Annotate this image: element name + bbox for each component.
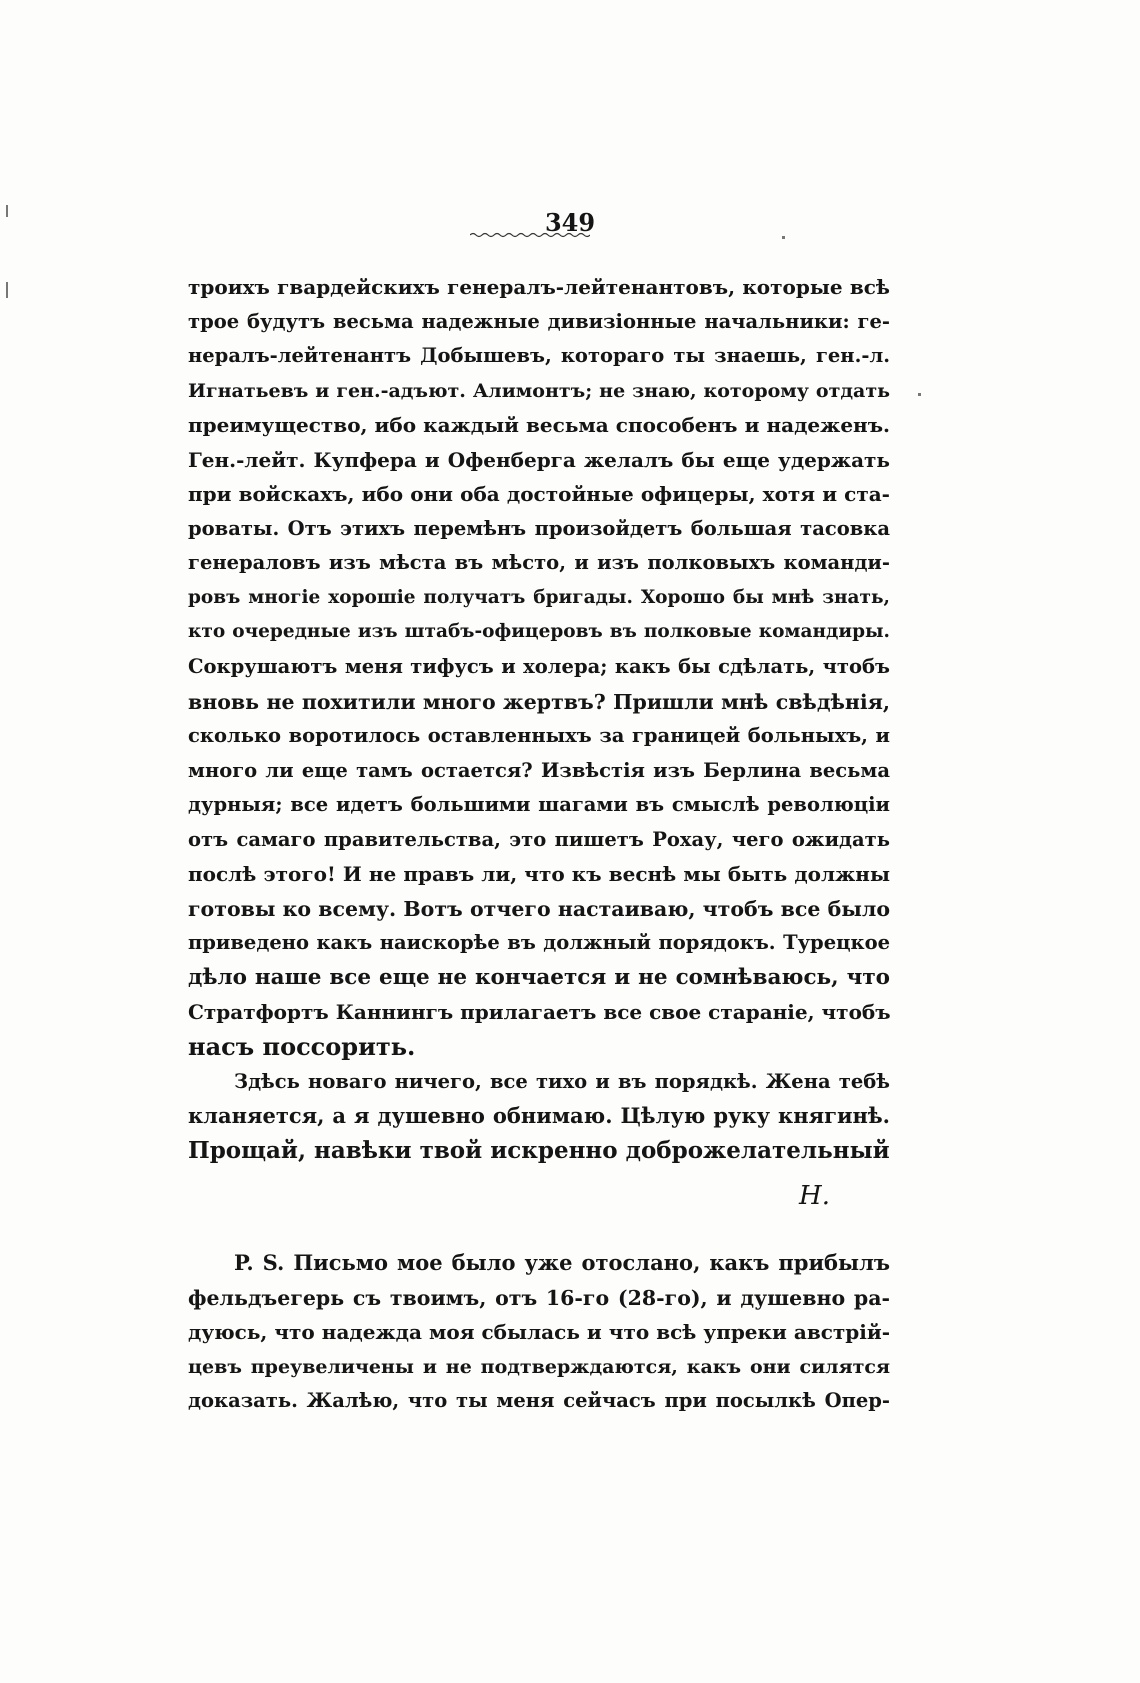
text-line: доказать. Жалѣю, что ты меня сейчасъ при посылкѣ Опер- (188, 1389, 890, 1413)
scan-margin-mark (918, 393, 921, 396)
text-line: вновь не похитили много жертвъ? Пришли мнѣ свѣдѣнiя, (188, 689, 890, 714)
scan-margin-mark (6, 282, 8, 298)
text-line: дурныя; все идетъ большими шагами въ смыслѣ революцiи (188, 793, 890, 817)
text-line: сколько воротилось оставленныхъ за границей больныхъ, и (188, 724, 890, 748)
scan-margin-mark (6, 205, 8, 217)
text-line: отъ самаго правительства, это пишетъ Рохау, чего ожидать (188, 827, 890, 851)
text-line: троихъ гвардейскихъ генералъ-лейтенантовъ, которые всѣ (188, 275, 890, 299)
text-line: при войскахъ, ибо они оба достойные офицеры, хотя и ста- (188, 482, 890, 507)
text-line: приведено какъ наискорѣе въ должный порядокъ. Турецкое (188, 931, 890, 955)
text-line: кланяется, а я душевно обнимаю. Цѣлую руку княгинѣ. (188, 1103, 890, 1129)
text-line: послѣ этого! И не правъ ли, что къ веснѣ мы быть должны (188, 862, 890, 887)
text-line: ровъ многiе хорошiе получатъ бригады. Хорошо бы мнѣ знать, (188, 586, 890, 608)
text-line: P. S. Письмо мое было уже отослано, какъ прибылъ (234, 1250, 890, 1276)
text-line: готовы ко всему. Вотъ отчего настаиваю, чтобъ все было (188, 896, 890, 921)
text-line: трое будутъ весьма надежные дивизiонные начальники: ге- (188, 309, 890, 333)
text-line: нералъ-лейтенантъ Добышевъ, котораго ты знаешь, ген.-л. (188, 344, 890, 368)
text-line: кто очередные изъ штабъ-офицеровъ въ полковые командиры. (188, 621, 890, 643)
text-line: дуюсь, что надежда моя сбылась и что всѣ упреки австрiй- (188, 1320, 890, 1345)
text-line: дѣло наше все еще не кончается и не сомнѣваюсь, что (188, 964, 890, 990)
text-line: фельдъегерь съ твоимъ, отъ 16-го (28-го), и душевно ра- (188, 1285, 890, 1310)
postscript (188, 1246, 890, 1419)
text-line: Ген.-лейт. Купфера и Офенберга желалъ бы еще удержать (188, 447, 890, 472)
paragraph (188, 270, 890, 1065)
text-line: Сокрушаютъ меня тифусъ и холера; какъ бы сдѣлать, чтобъ (188, 655, 890, 679)
text-line: много ли еще тамъ остается? Извѣстiя изъ Берлина весьма (188, 758, 890, 782)
page-number: 349 (544, 208, 596, 237)
text-line: Игнатьевъ и ген.-адъют. Алимонтъ; не знаю, которому отдать (188, 379, 890, 402)
scan-margin-mark (782, 236, 785, 239)
text-line: насъ поссорить. (188, 1032, 416, 1062)
page-number-ornament (470, 232, 590, 238)
signature: Н. (799, 1181, 830, 1212)
text-line: Стратфортъ Каннингъ прилагаетъ все свое старанiе, чтобъ (188, 1000, 891, 1025)
paragraph (188, 1065, 890, 1169)
text-line: преимущество, ибо каждый весьма способенъ и надеженъ. (188, 413, 890, 438)
letter-text (188, 270, 890, 1419)
text-line: цевъ преувеличены и не подтверждаются, какъ они силятся (188, 1355, 890, 1378)
text-line: генераловъ изъ мѣста въ мѣсто, и изъ полковыхъ команди- (188, 551, 890, 575)
text-line: роваты. Отъ этихъ перемѣнъ произойдетъ большая тасовка (188, 516, 890, 540)
text-line: Прощай, навѣки твой искренно доброжелательный (188, 1136, 890, 1164)
text-line: Здѣсь новаго ничего, все тихо и въ порядкѣ. Жена тебѣ (234, 1069, 890, 1093)
